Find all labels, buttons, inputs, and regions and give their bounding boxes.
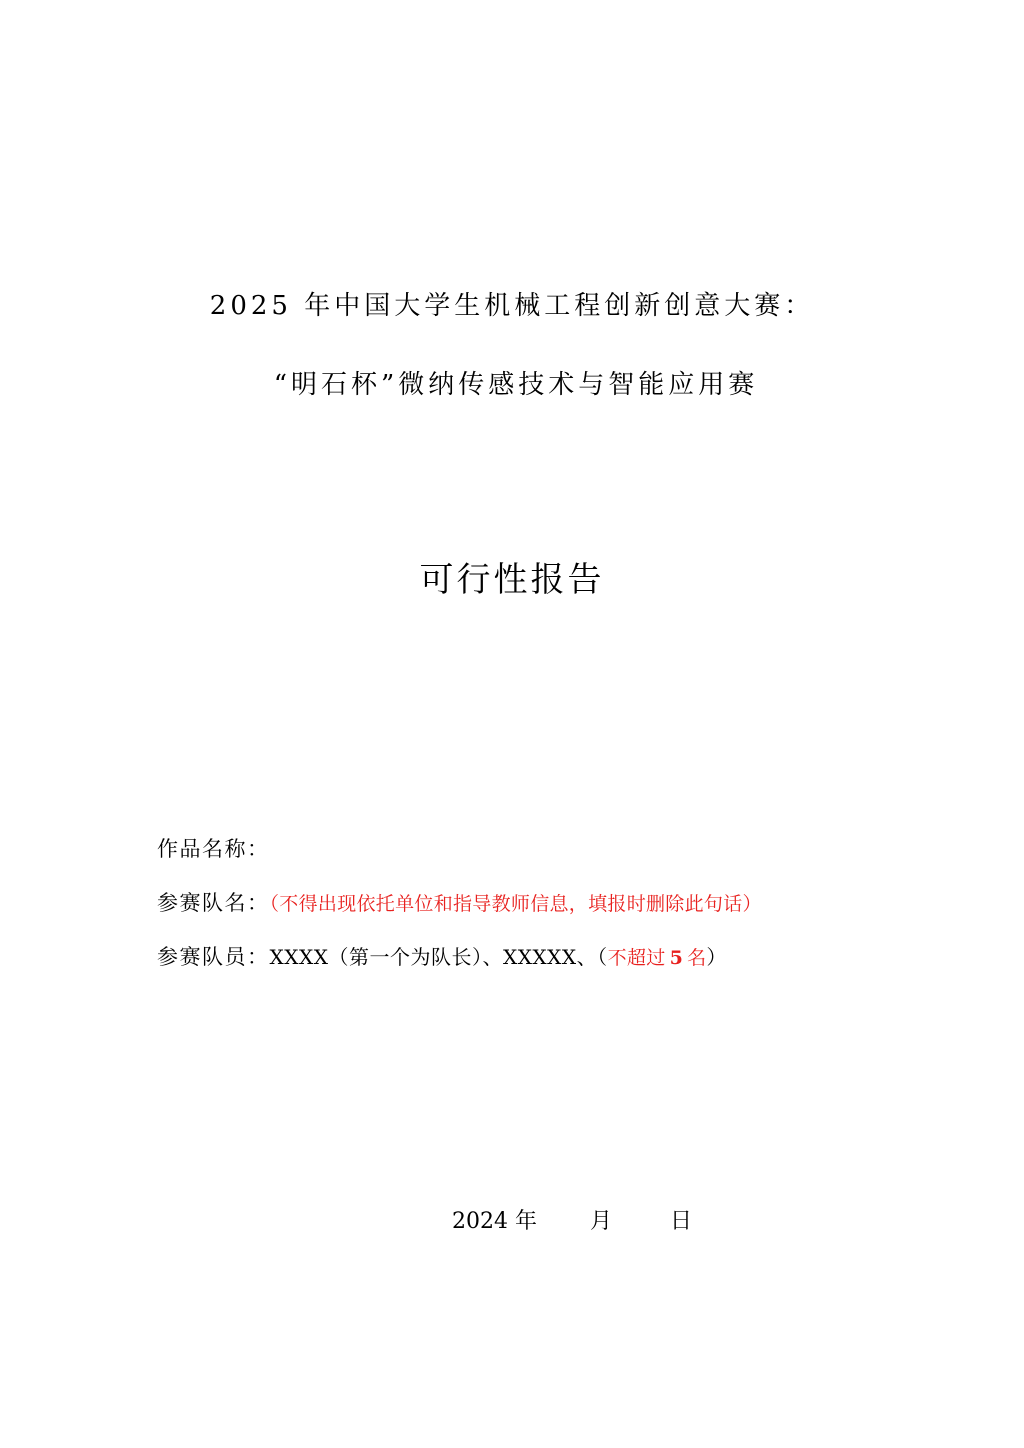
team-name-note: （不得出现依托单位和指导教师信息，填报时删除此句话） [269, 893, 762, 915]
date-month: 月 [590, 1209, 613, 1234]
members-close-paren: ） [706, 945, 727, 969]
team-members-field [157, 945, 727, 969]
members-limit-prefix: 不超过 [607, 947, 666, 969]
date-year: 2024 年 [452, 1209, 537, 1234]
date-day: 日 [670, 1209, 693, 1234]
work-name-label: 作品名称： [157, 837, 270, 861]
report-title: 可行性报告 [419, 560, 605, 600]
team-members-label: 参赛队员： [157, 945, 270, 969]
team-members-value: XXXX（第一个为队长）、XXXXX、（ [269, 945, 608, 969]
team-name-field [157, 891, 762, 915]
team-name-label: 参赛队名： [157, 891, 270, 915]
members-limit-number: 5 [669, 947, 684, 969]
members-limit-suffix: 名 [687, 947, 707, 969]
work-name-field [157, 837, 270, 861]
competition-subtitle-line: “明石杯”微纳传感技术与智能应用赛 [273, 370, 759, 400]
competition-title-line: 2025 年中国大学生机械工程创新创意大赛： [209, 291, 815, 321]
